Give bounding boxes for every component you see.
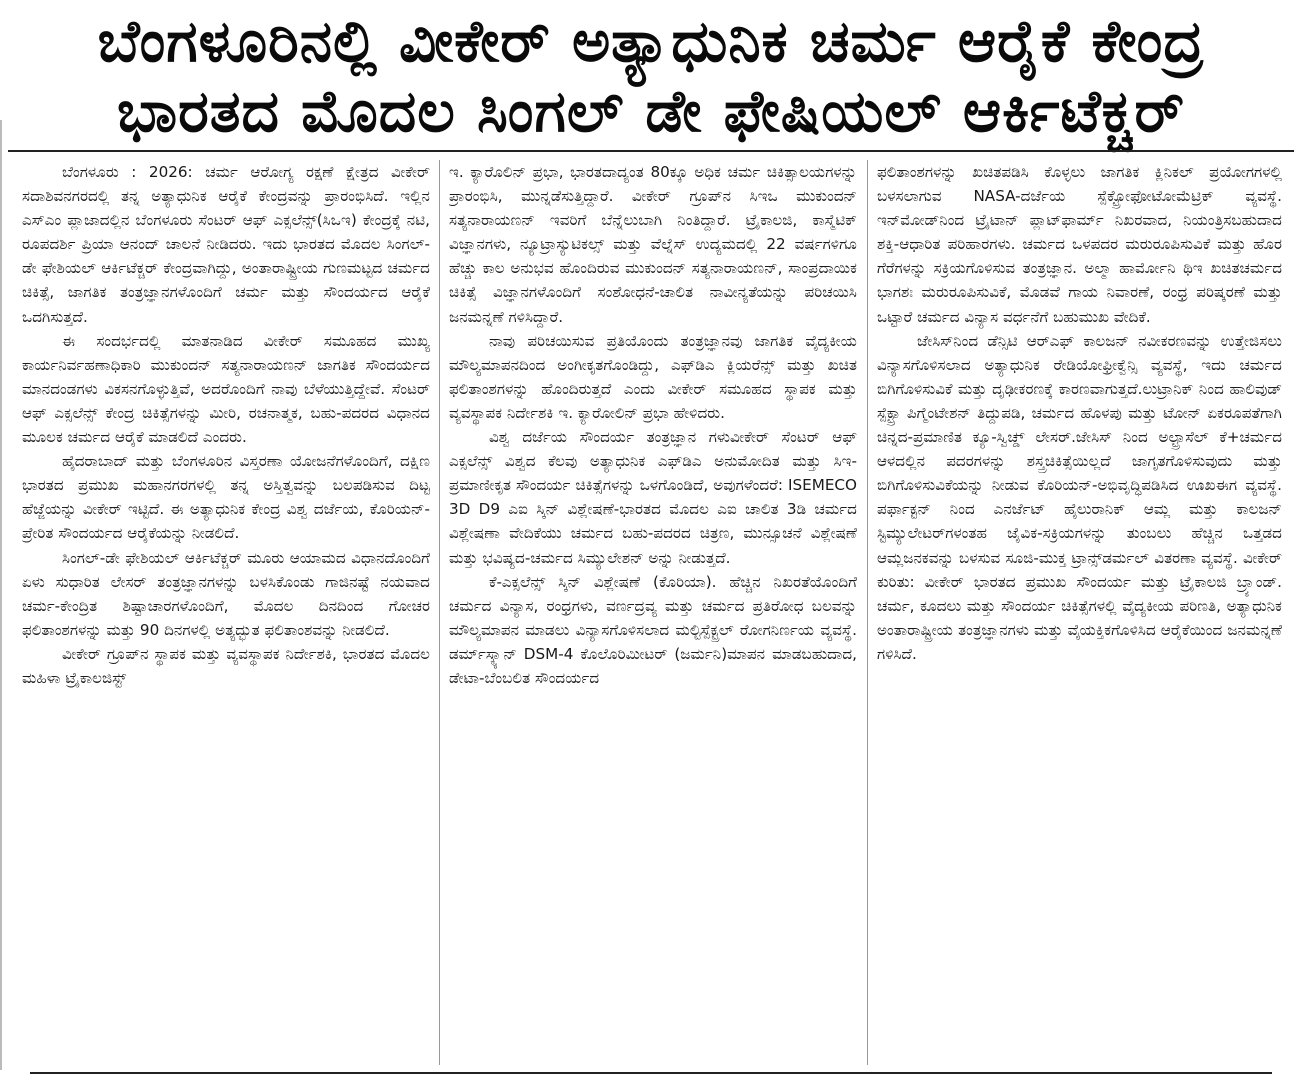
article-column-2	[449, 160, 857, 1065]
headline-line-2: ಭಾರತದ ಮೊದಲ ಸಿಂಗಲ್ ಡೇ ಫೇಷಿಯಲ್ ಆರ್ಕಿಟೆಕ್ಚರ್	[117, 77, 1185, 145]
column-3-paragraph-2: ಜೇಸಿಸ್‌ನಿಂದ ಡೆನ್ಸಿಟಿ ಆರ್‌ಎಫ್ ಕಾಲಜನ್ ನವೀಕರಣವನ್ನು ಉತ್ತೇಜಿಸಲು ವಿನ್ಯಾಸಗೊಳಿಸಲಾದ ಅತ್ಯಾಧುನಿಕ ರೇಡಿಯೋಫ್ರೀಕ್ವೆನ್ಸಿ ವ್ಯವಸ್ಥೆ, ಇದು ಚರ್ಮದ ಬಿಗಿಗೊಳಿಸುವಿಕೆ ಮತ್ತು ದೃಢೀಕರಣಕ್ಕೆ ಕಾರಣವಾಗುತ್ತದೆ.ಲುಟ್ರಾನಿಕ್ ನಿಂದ ಹಾಲಿವುಡ್ ಸ್ಪೆಕ್ಟ್ರಾ ಪಿಗ್ಮೆಂಟೇಶನ್ ತಿದ್ದುಪಡಿ, ಚರ್ಮದ ಹೊಳಪು ಮತ್ತು ಟೋನ್ ಏಕರೂಪತೆಗಾಗಿ ಚಿನ್ನದ-ಪ್ರಮಾಣಿತ ಕ್ಯೂ-ಸ್ವಿಚ್ಡ್ ಲೇಸರ್.ಜೇಸಿಸ್ ನಿಂದ ಅಲ್ಟ್ರಾಸೆಲ್ ಕೆ+ಚರ್ಮದ ಆಳದಲ್ಲಿನ ಪದರಗಳನ್ನು ಶಸ್ತ್ರಚಿಕಿತ್ಸೆಯಿಲ್ಲದೆ ಜಾಗೃತಗೊಳಿಸುವುದು ಮತ್ತು ಬಿಗಿಗೊಳಿಸುವಿಕೆಯನ್ನು ನೀಡುವ ಕೊರಿಯನ್-ಅಭಿವೃದ್ಧಿಪಡಿಸಿದ ಊಖಈಗ ವ್ಯವಸ್ಥೆ. ಪರ್ಫಾಕ್ಟನ್ ನಿಂದ ಎನರ್ಜೆಟ್ ಹೈಲುರಾನಿಕ್ ಆಮ್ಲ ಮತ್ತು ಕಾಲಜನ್ ಸ್ಟಿಮ್ಯುಲೇಟರ್‌ಗಳಂತಹ ಜೈವಿಕ-ಸಕ್ರಿಯಗಳನ್ನು ತುಂಬಲು ಹೆಚ್ಚಿನ ಒತ್ತಡದ ಆಮ್ಲಜನಕವನ್ನು ಬಳಸುವ ಸೂಜಿ-ಮುಕ್ತ ಟ್ರಾನ್ಸ್‌ಡರ್ಮಲ್ ವಿತರಣಾ ವ್ಯವಸ್ಥೆ. ವೀಕೇರ್ ಕುರಿತು: ವೀಕೇರ್ ಭಾರತದ ಪ್ರಮುಖ ಸೌಂದರ್ಯ ಮತ್ತು ಟ್ರೈಕಾಲಜಿ ಬ್ರ್ಯಾಂಡ್. ಚರ್ಮ, ಕೂದಲು ಮತ್ತು ಸೌಂದರ್ಯ ಚಿಕಿತ್ಸೆಗಳಲ್ಲಿ ವೈದ್ಯಕೀಯ ಪರಿಣತಿ, ಅತ್ಯಾಧುನಿಕ ಅಂತಾರಾಷ್ಟ್ರೀಯ ತಂತ್ರಜ್ಞಾನಗಳು ಮತ್ತು ವೈಯಕ್ತಿಕಗೊಳಿಸಿದ ಆರೈಕೆಯಿಂದ ಜನಮನ್ನಣೆ ಗಳಿಸಿದೆ.	[877, 331, 1282, 663]
bottom-divider	[30, 1072, 1272, 1074]
column-1-paragraph-4: ಸಿಂಗಲ್-ಡೇ ಫೇಶಿಯಲ್ ಆರ್ಕಿಟೆಕ್ಚರ್ ಮೂರು ಆಯಾಮದ ವಿಧಾನದೊಂದಿಗೆ ಏಳು ಸುಧಾರಿತ ಲೇಸರ್ ತಂತ್ರಜ್ಞಾನಗಳನ್ನು ಬಳಸಿಕೊಂಡು ಗಾಜಿನಷ್ಟೆ ನಯವಾದ ಚರ್ಮ-ಕೇಂದ್ರಿತ ಶಿಷ್ಟಾಚಾರಗಳೊಂದಿಗೆ, ಮೊದಲ ದಿನದಿಂದ ಗೋಚರ ಫಲಿತಾಂಶಗಳನ್ನು ಮತ್ತು 90 ದಿನಗಳಲ್ಲಿ ಅತ್ಯದ್ಭುತ ಫಲಿತಾಂಶವನ್ನು ನೀಡಲಿದೆ.	[22, 548, 430, 639]
column-1-paragraph-3: ಹೈದರಾಬಾದ್ ಮತ್ತು ಬೆಂಗಳೂರಿನ ವಿಸ್ತರಣಾ ಯೋಜನೆಗಳೊಂದಿಗೆ, ದಕ್ಷಿಣ ಭಾರತದ ಪ್ರಮುಖ ಮಹಾನಗರಗಳಲ್ಲಿ ತನ್ನ ಅಸ್ತಿತ್ವವನ್ನು ಬಲಪಡಿಸುವ ದಿಟ್ಟ ಹೆಜ್ಜೆಯನ್ನು ವೀಕೇರ್ ಇಟ್ಟಿದೆ. ಈ ಅತ್ಯಾಧುನಿಕ ಕೇಂದ್ರ ವಿಶ್ವ ದರ್ಜೆಯ, ಕೊರಿಯನ್-ಪ್ರೇರಿತ ಸೌಂದರ್ಯದ ಆರೈಕೆಯನ್ನು ನೀಡಲಿದೆ.	[22, 452, 430, 543]
article-column-1	[22, 160, 430, 1065]
headline-divider	[8, 150, 1294, 152]
article-column-3	[877, 160, 1282, 1065]
column-2-paragraph-1: ಇ. ಕ್ಯಾರೊಲಿನ್ ಪ್ರಭಾ, ಭಾರತದಾದ್ಯಂತ 80ಕ್ಕೂ ಅಧಿಕ ಚರ್ಮ ಚಿಕಿತ್ಸಾಲಯಗಳನ್ನು ಪ್ರಾರಂಭಿಸಿ, ಮುನ್ನಡೆಸುತ್ತಿದ್ದಾರೆ. ವೀಕೇರ್ ಗ್ರೂಪ್‌ನ ಸಿಇಒ ಮುಕುಂದನ್ ಸತ್ಯನಾರಾಯಣನ್ ಇವರಿಗೆ ಬೆನ್ನೆಲುಬಾಗಿ ನಿಂತಿದ್ದಾರೆ. ಟ್ರೈಕಾಲಜಿ, ಕಾಸ್ಮೆಟಿಕ್ ವಿಜ್ಞಾನಗಳು, ನ್ಯೂಟ್ರಾಸ್ಯುಟಿಕಲ್ಸ್ ಮತ್ತು ವೆಲ್ನೆಸ್ ಉದ್ಯಮದಲ್ಲಿ 22 ವರ್ಷಗಳಿಗೂ ಹೆಚ್ಚು ಕಾಲ ಅನುಭವ ಹೊಂದಿರುವ ಮುಕುಂದನ್ ಸತ್ಯನಾರಾಯಣನ್, ಸಾಂಪ್ರದಾಯಿಕ ಚಿಕಿತ್ಸೆ ವಿಜ್ಞಾನಗಳೊಂದಿಗೆ ಸಂಶೋಧನೆ-ಚಾಲಿತ ನಾವೀನ್ಯತೆಯನ್ನು ಪರಿಚಯಿಸಿ ಜನಮನ್ನಣೆ ಗಳಿಸಿದ್ದಾರೆ.	[449, 163, 857, 326]
column-1-paragraph-5: ವೀಕೇರ್ ಗ್ರೂಪ್‌ನ ಸ್ಥಾಪಕ ಮತ್ತು ವ್ಯವಸ್ಥಾಪಕ ನಿರ್ದೇಶಕಿ, ಭಾರತದ ಮೊದಲ ಮಹಿಳಾ ಟ್ರೈಕಾಲಜಿಸ್ಟ್	[22, 644, 430, 687]
column-2-paragraph-2: ನಾವು ಪರಿಚಯಿಸುವ ಪ್ರತಿಯೊಂದು ತಂತ್ರಜ್ಞಾನವು ಜಾಗತಿಕ ವೈದ್ಯಕೀಯ ಮೌಲ್ಯಮಾಪನದಿಂದ ಅಂಗೀಕೃತಗೊಂಡಿದ್ದು, ಎಫ್‌ಡಿಎ ಕ್ಲಿಯರೆನ್ಸ್ ಮತ್ತು ಖಚಿತ ಫಲಿತಾಂಶಗಳನ್ನು ಹೊಂದಿರುತ್ತದೆ ಎಂದು ವೀಕೇರ್ ಸಮೂಹದ ಸ್ಥಾಪಕ ಮತ್ತು ವ್ಯವಸ್ಥಾಪಕ ನಿರ್ದೇಶಕಿ ಇ. ಕ್ಯಾರೋಲಿನ್ ಪ್ರಭಾ ಹೇಳಿದರು.	[449, 331, 857, 422]
column-1-paragraph-2: ಈ ಸಂದರ್ಭದಲ್ಲಿ ಮಾತನಾಡಿದ ವೀಕೇರ್ ಸಮೂಹದ ಮುಖ್ಯ ಕಾರ್ಯನಿರ್ವಹಣಾಧಿಕಾರಿ ಮುಕುಂದನ್ ಸತ್ಯನಾರಾಯಣನ್ ಜಾಗತಿಕ ಸೌಂದರ್ಯದ ಮಾನದಂಡಗಳು ವಿಕಸನಗೊಳ್ಳುತ್ತಿವೆ, ಅದರೊಂದಿಗೆ ನಾವು ಬೆಳೆಯುತ್ತಿದ್ದೇವೆ. ಸೆಂಟರ್ ಆಫ್ ಎಕ್ಸಲೆನ್ಸ್ ಕೇಂದ್ರ ಚಿಕಿತ್ಸೆಗಳನ್ನು ಮೀರಿ, ರಚನಾತ್ಮಕ, ಬಹು-ಪದರದ ವಿಧಾನದ ಮೂಲಕ ಚರ್ಮದ ಆರೈಕೆ ಮಾಡಲಿದೆ ಎಂದರು.	[22, 331, 430, 447]
column-1-paragraph-1: ಬೆಂಗಳೂರು : 2026: ಚರ್ಮ ಆರೋಗ್ಯ ರಕ್ಷಣೆ ಕ್ಷೇತ್ರದ ವೀಕೇರ್ ಸದಾಶಿವನಗರದಲ್ಲಿ ತನ್ನ ಅತ್ಯಾಧುನಿಕ ಆರೈಕೆ ಕೇಂದ್ರವನ್ನು ಪ್ರಾರಂಭಿಸಿದೆ. ಇಲ್ಲಿನ ಎಸ್ಎಂ ಪ್ಲಾಜಾದಲ್ಲಿನ ಬೆಂಗಳೂರು ಸೆಂಟರ್ ಆಫ್ ಎಕ್ಸಲೆನ್ಸ್(ಸಿಒಇ) ಕೇಂದ್ರಕ್ಕೆ ನಟಿ, ರೂಪದರ್ಶಿ ಪ್ರಿಯಾ ಆನಂದ್ ಚಾಲನೆ ನೀಡಿದರು. ಇದು ಭಾರತದ ಮೊದಲ ಸಿಂಗಲ್-ಡೇ ಫೇಶಿಯಲ್ ಆರ್ಕಿಟೆಕ್ಚರ್ ಕೇಂದ್ರವಾಗಿದ್ದು, ಅಂತಾರಾಷ್ಟ್ರೀಯ ಗುಣಮಟ್ಟದ ಚರ್ಮದ ಚಿಕಿತ್ಸೆ, ಜಾಗತಿಕ ತಂತ್ರಜ್ಞಾನಗಳೊಂದಿಗೆ ಚರ್ಮ ಮತ್ತು ಸೌಂದರ್ಯದ ಆರೈಕೆ ಒದಗಿಸುತ್ತದೆ.	[22, 163, 430, 326]
column-3-paragraph-1: ಫಲಿತಾಂಶಗಳನ್ನು ಖಚಿತಪಡಿಸಿ ಕೊಳ್ಳಲು ಜಾಗತಿಕ ಕ್ಲಿನಿಕಲ್ ಪ್ರಯೋಗಗಳಲ್ಲಿ ಬಳಸಲಾಗುವ NASA-ದರ್ಜೆಯ ಸ್ಪೆಕ್ಟ್ರೋಫೋಟೋಮೆಟ್ರಿಕ್ ವ್ಯವಸ್ಥೆ. ಇನ್‌ಮೋಡ್‌ನಿಂದ ಟ್ರೈಟಾನ್ ಪ್ಲಾಟ್‌ಫಾರ್ಮ್ ನಿಖರವಾದ, ನಿಯಂತ್ರಿಸಬಹುದಾದ ಶಕ್ತಿ-ಆಧಾರಿತ ಪರಿಹಾರಗಳು. ಚರ್ಮದ ಒಳಪದರ ಮರುರೂಪಿಸುವಿಕೆ ಮತ್ತು ಹೊರ ಗೆರೆಗಳನ್ನು ಸಕ್ರಿಯಗೊಳಿಸುವ ತಂತ್ರಜ್ಞಾನ. ಅಲ್ಮಾ ಹಾರ್ಮೋನಿ ಥಿಇ ಖಚಿತಚರ್ಮದ ಭಾಗಶಃ ಮರುರೂಪಿಸುವಿಕೆ, ಮೊಡವೆ ಗಾಯ ನಿವಾರಣೆ, ರಂಧ್ರ ಪರಿಷ್ಕರಣೆ ಮತ್ತು ಒಟ್ಟಾರೆ ಚರ್ಮದ ವಿನ್ಯಾಸ ವರ್ಧನೆಗೆ ಬಹುಮುಖ ವೇದಿಕೆ.	[877, 163, 1282, 326]
column-2-paragraph-4: ಕೆ-ಎಕ್ಸಲೆನ್ಸ್ ಸ್ಕಿನ್ ವಿಶ್ಲೇಷಣೆ (ಕೊರಿಯಾ). ಹೆಚ್ಚಿನ ನಿಖರತೆಯೊಂದಿಗೆ ಚರ್ಮದ ವಿನ್ಯಾಸ, ರಂಧ್ರಗಳು, ವರ್ಣದ್ರವ್ಯ ಮತ್ತು ಚರ್ಮದ ಪ್ರತಿರೋಧ ಬಲವನ್ನು ಮೌಲ್ಯಮಾಪನ ಮಾಡಲು ವಿನ್ಯಾಸಗೊಳಿಸಲಾದ ಮಲ್ಟಿಸ್ಪೆಕ್ಟ್ರಲ್ ರೋಗನಿರ್ಣಯ ವ್ಯವಸ್ಥೆ. ಡರ್ಮ್‌ಸ್ಕ್ಯಾನ್ DSM-4 ಕೊಲೊರಿಮೀಟರ್ (ಜರ್ಮನಿ)ಮಾಪನ ಮಾಡಬಹುದಾದ, ಡೇಟಾ-ಬೆಂಬಲಿತ ಸೌಂದರ್ಯದ	[449, 572, 857, 687]
column-divider-1	[439, 160, 440, 1065]
column-divider-2	[867, 160, 868, 1065]
page-edge-mark	[0, 120, 12, 1070]
column-2-paragraph-3: ವಿಶ್ವ ದರ್ಜೆಯ ಸೌಂದರ್ಯ ತಂತ್ರಜ್ಞಾನ ಗಳುವೀಕೇರ್ ಸೆಂಟರ್ ಆಫ್ ಎಕ್ಸಲೆನ್ಸ್ ವಿಶ್ವದ ಕೆಲವು ಅತ್ಯಾಧುನಿಕ ಎಫ್‌ಡಿಎ ಅನುಮೋದಿತ ಮತ್ತು ಸಿಇ-ಪ್ರಮಾಣೀಕೃತ ಸೌಂದರ್ಯ ಚಿಕಿತ್ಸೆಗಳನ್ನು ಒಳಗೊಂಡಿದೆ, ಅವುಗಳೆಂದರೆ: ISEMECO 3D D9 ಎಐ ಸ್ಕಿನ್ ವಿಶ್ಲೇಷಣೆ-ಭಾರತದ ಮೊದಲ ಎಐ ಚಾಲಿತ 3ಡಿ ಚರ್ಮದ ವಿಶ್ಲೇಷಣಾ ವೇದಿಕೆಯು ಚರ್ಮದ ಬಹು-ಪದರದ ಚಿತ್ರಣ, ಮುನ್ಸೂಚನೆ ವಿಶ್ಲೇಷಣೆ ಮತ್ತು ಭವಿಷ್ಯದ-ಚರ್ಮದ ಸಿಮ್ಯುಲೇಶನ್ ಅನ್ನು ನೀಡುತ್ತದೆ.	[449, 428, 857, 567]
headline-line-1: ಬೆಂಗಳೂರಿನಲ್ಲಿ ವೀಕೇರ್ ಅತ್ಯಾಧುನಿಕ ಚರ್ಮ ಆರೈಕೆ ಕೇಂದ್ರ	[97, 7, 1205, 75]
